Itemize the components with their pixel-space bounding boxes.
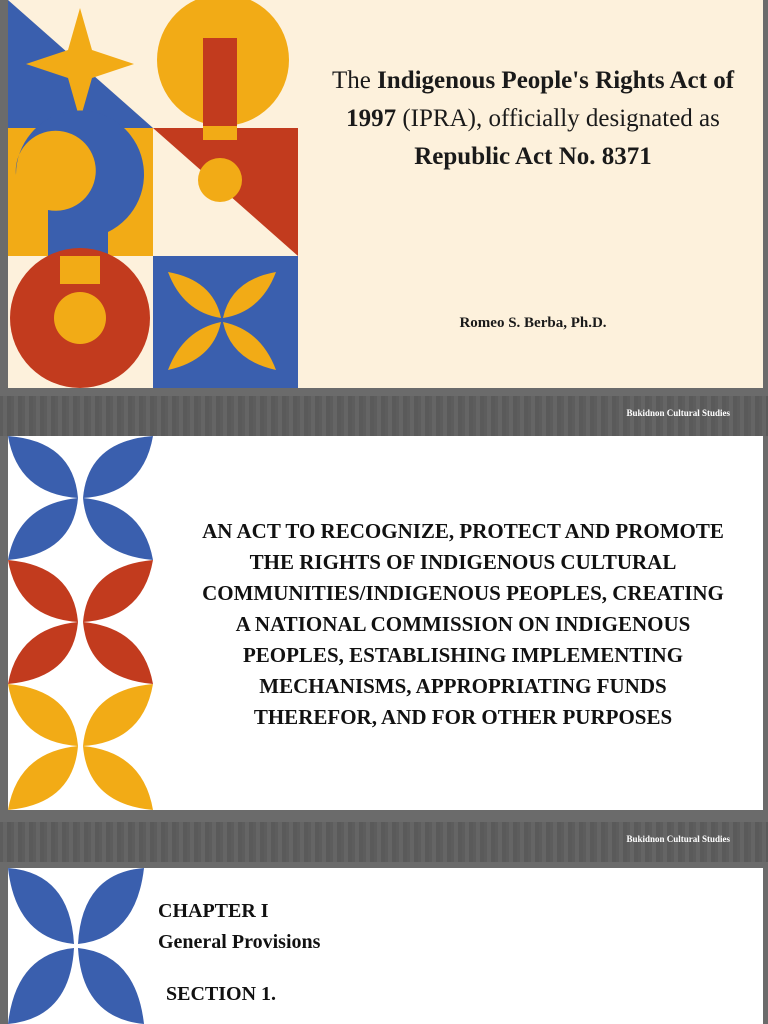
slide-1 <box>8 0 763 388</box>
chapter-heading <box>158 896 320 958</box>
petal-pattern <box>8 436 153 810</box>
chapter-title: General Provisions <box>158 931 321 953</box>
slide-2 <box>8 436 763 810</box>
author-name: Romeo S. Berba, Ph.D. <box>459 315 607 331</box>
footer-label: Bukidnon Cultural Studies <box>626 408 730 418</box>
act-long-title: AN ACT TO RECOGNIZE, PROTECT AND PROMOTE THE RIGHTS OF INDIGENOUS CULTURAL COMMUNITIES/INDIGENOUS PEOPLES, CREATING A NATIONAL COMMISSION ON INDIGENOUS PEOPLES, ESTABLISHING IMPLEMENTING MECHANISMS, APPROPRIATING FUNDS THEREFOR, AND FOR OTHER PURPOSES <box>202 519 724 729</box>
blue-petals-icon <box>8 436 153 560</box>
footer-label: Bukidnon Cultural Studies <box>626 834 730 844</box>
exclamation-bar-icon <box>203 38 237 130</box>
slide-divider <box>0 822 768 862</box>
presentation-title: The Indigenous People's Rights Act of 1997 (IPRA), officially designated as Republic Act No. 8371 <box>331 67 735 170</box>
blue-petals-icon <box>8 868 144 1024</box>
yellow-petals-icon <box>8 684 153 810</box>
slide-3 <box>8 868 763 1024</box>
art-yellow-dot <box>54 292 106 344</box>
slide-divider <box>0 396 768 436</box>
section-heading: SECTION 1. <box>166 983 277 1005</box>
exclamation-dot-icon <box>198 158 242 202</box>
red-petals-icon <box>8 560 153 684</box>
petal-pattern <box>8 868 148 1024</box>
geometric-art-panel <box>8 0 298 388</box>
chapter-number: CHAPTER I <box>158 900 269 922</box>
